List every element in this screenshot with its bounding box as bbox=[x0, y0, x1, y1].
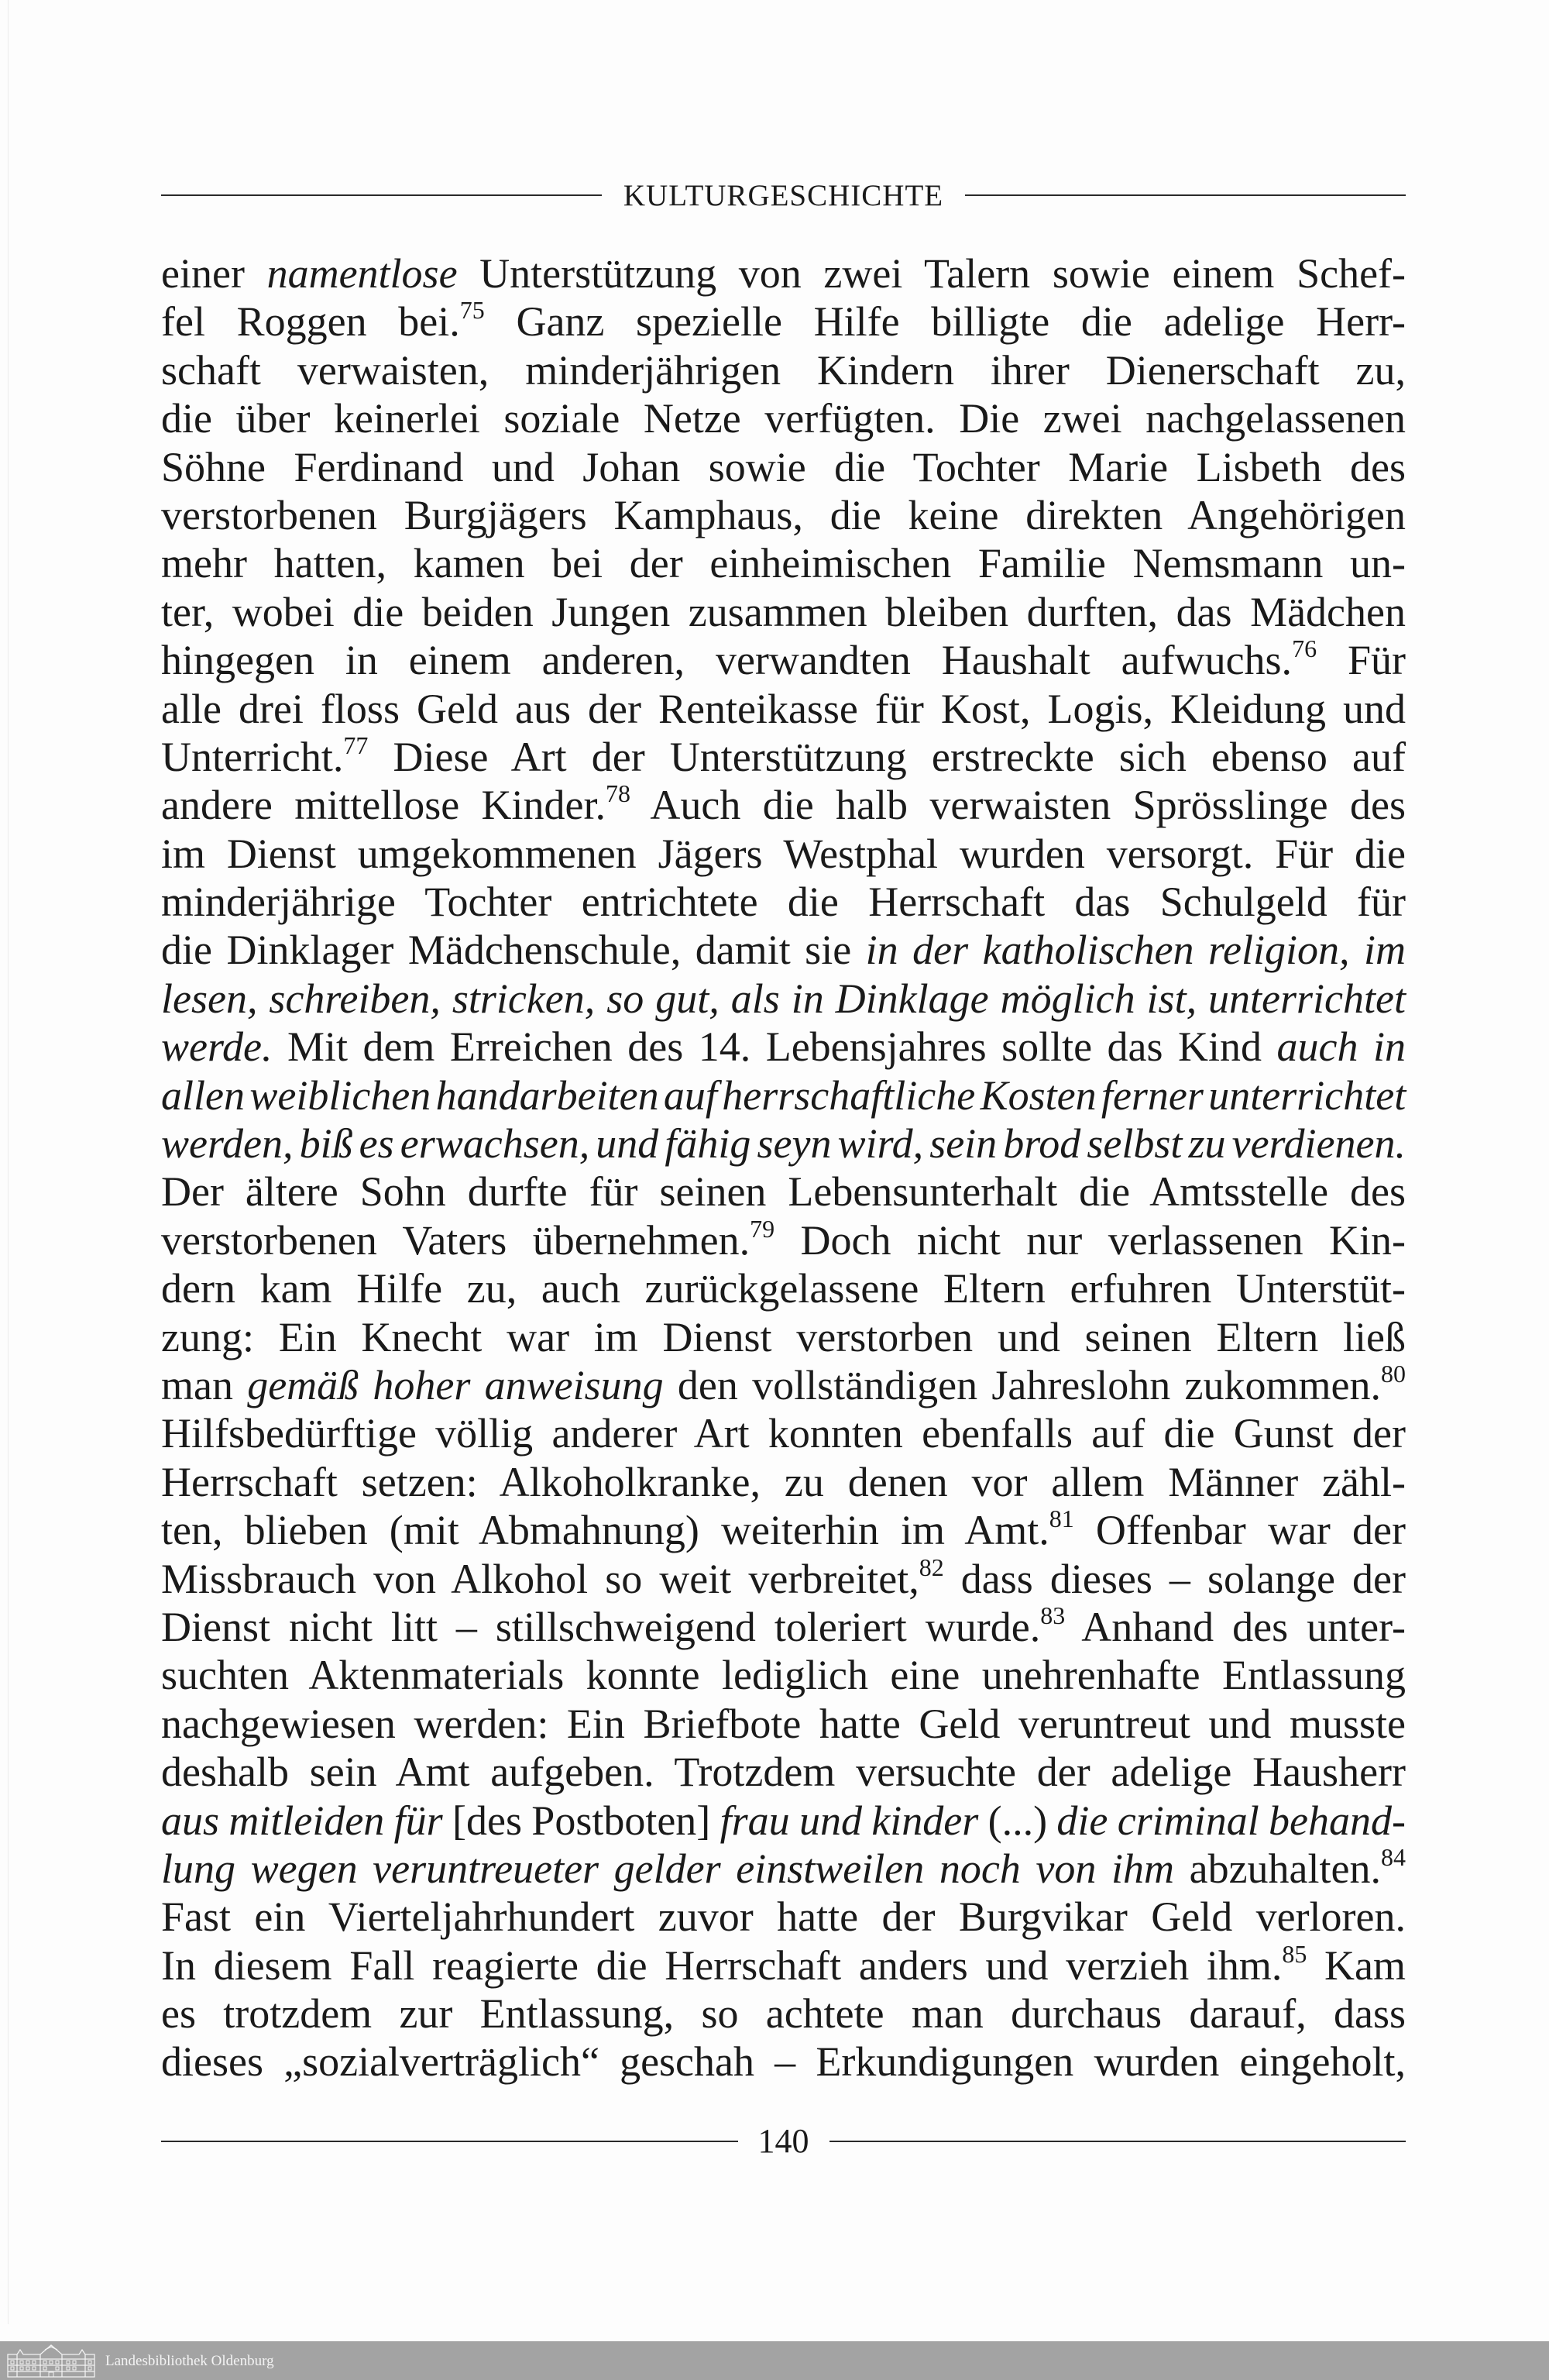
text-line bbox=[161, 636, 1406, 684]
text-run: (...) bbox=[978, 1797, 1057, 1844]
text-line bbox=[161, 346, 1406, 394]
footnote-ref: 85 bbox=[1282, 1939, 1307, 1968]
text-line bbox=[161, 1506, 1406, 1554]
text-run: Dienst nicht litt – stillschweigend toleriert wurde. bbox=[161, 1603, 1041, 1650]
text-line bbox=[161, 1941, 1406, 1990]
italic-quote: lesen, schreiben, stricken, so gut, als in Dinklage möglich ist, unterrichtet bbox=[161, 975, 1406, 1022]
library-name: Landesbibliothek Oldenburg bbox=[105, 2352, 274, 2369]
text-run: zung: Ein Knecht war im Dienst verstorben und seinen Eltern ließ bbox=[161, 1313, 1406, 1360]
text-run: Unterricht. bbox=[161, 733, 344, 780]
text-run: die Dinklager Mädchenschule, damit sie bbox=[161, 927, 866, 974]
text-line bbox=[161, 1071, 1406, 1119]
text-run: Doch nicht nur verlassenen Kin- bbox=[774, 1216, 1406, 1264]
text-run: alle drei floss Geld aus der Renteikasse für Kost, Logis, Kleidung und bbox=[161, 685, 1406, 732]
text-line bbox=[161, 1555, 1406, 1603]
text-run: mehr hatten, kamen bei der einheimischen Familie Nemsmann un- bbox=[161, 540, 1406, 587]
text-run: Für bbox=[1317, 637, 1406, 684]
italic-quote: frau und kinder bbox=[720, 1797, 979, 1844]
page-number: 140 bbox=[757, 2122, 809, 2160]
text-run: hingegen in einem anderen, verwandten Haushalt aufwuchs. bbox=[161, 637, 1293, 684]
text-run: [des Postboten] bbox=[442, 1797, 720, 1844]
library-building-icon bbox=[6, 2344, 96, 2378]
text-run: Unterstützung von zwei Talern sowie einem Schef- bbox=[457, 250, 1406, 297]
text-line bbox=[161, 878, 1406, 926]
text-line bbox=[161, 1216, 1406, 1264]
text-run: minderjährige Tochter entrichtete die Herrschaft das Schulgeld für bbox=[161, 879, 1406, 926]
text-run: Offenbar war der bbox=[1073, 1507, 1406, 1554]
footnote-ref: 76 bbox=[1292, 635, 1317, 663]
text-line bbox=[161, 926, 1406, 974]
text-run: Herrschaft setzen: Alkoholkranke, zu denen vor allem Männer zähl- bbox=[161, 1458, 1406, 1505]
text-run: deshalb sein Amt aufgeben. Trotzdem versuchte der adelige Hausherr bbox=[161, 1749, 1406, 1796]
text-line bbox=[161, 539, 1406, 587]
text-run: Kam bbox=[1307, 1941, 1406, 1989]
text-run: verstorbenen Burgjägers Kamphaus, die keine direkten Angehörigen bbox=[161, 491, 1406, 538]
header-rule-right bbox=[965, 194, 1406, 196]
text-line bbox=[161, 830, 1406, 878]
footnote-ref: 79 bbox=[750, 1214, 775, 1243]
footnote-ref: 75 bbox=[459, 296, 485, 325]
text-run: ten, blieben (mit Abmahnung) weiterhin im Amt. bbox=[161, 1507, 1049, 1554]
italic-quote: allen weiblichen handarbeiten auf herrschaftliche Kosten ferner unterrichtet bbox=[161, 1071, 1406, 1119]
text-line bbox=[161, 588, 1406, 636]
text-line bbox=[161, 491, 1406, 539]
text-run: schaft verwaisten, minderjährigen Kindern ihrer Dienerschaft zu, bbox=[161, 346, 1406, 394]
text-line bbox=[161, 394, 1406, 442]
text-run: den vollständigen Jahreslohn zukommen. bbox=[663, 1361, 1381, 1408]
running-head bbox=[161, 172, 1406, 218]
text-line bbox=[161, 1603, 1406, 1651]
text-line bbox=[161, 298, 1406, 346]
footnote-ref: 78 bbox=[606, 779, 631, 808]
text-line bbox=[161, 2038, 1406, 2086]
text-line bbox=[161, 1409, 1406, 1457]
text-line bbox=[161, 1119, 1406, 1168]
text-run: Missbrauch von Alkohol so weit verbreitet, bbox=[161, 1555, 919, 1602]
italic-quote: auch in bbox=[1276, 1023, 1406, 1071]
text-run: andere mittellose Kinder. bbox=[161, 782, 606, 829]
footnote-ref: 84 bbox=[1380, 1842, 1406, 1871]
footnote-ref: 81 bbox=[1049, 1505, 1074, 1533]
text-run: Mit dem Erreichen des 14. Lebensjahres sollte das Kind bbox=[272, 1023, 1277, 1071]
italic-quote: aus mitleiden für bbox=[161, 1797, 443, 1844]
text-line bbox=[161, 1797, 1406, 1845]
text-run: es trotzdem zur Entlassung, so achtete man durchaus darauf, dass bbox=[161, 1990, 1406, 2038]
footnote-ref: 82 bbox=[919, 1553, 944, 1581]
italic-quote: namentlose bbox=[266, 250, 458, 297]
text-line bbox=[161, 975, 1406, 1023]
italic-quote: werde. bbox=[161, 1023, 273, 1071]
header-rule-left bbox=[161, 194, 602, 196]
text-line bbox=[161, 443, 1406, 491]
text-line bbox=[161, 249, 1406, 298]
text-run: suchten Aktenmaterials konnte lediglich eine unehrenhafte Entlassung bbox=[161, 1652, 1406, 1699]
italic-quote: die criminal behand- bbox=[1056, 1797, 1406, 1844]
text-line bbox=[161, 781, 1406, 829]
italic-quote: werden, biß es erwachsen, und fähig seyn wird, sein brod selbst zu verdienen. bbox=[161, 1120, 1406, 1168]
text-line bbox=[161, 1990, 1406, 2038]
text-run: Söhne Ferdinand und Johan sowie die Tochter Marie Lisbeth des bbox=[161, 443, 1406, 490]
text-line bbox=[161, 1264, 1406, 1312]
text-line bbox=[161, 685, 1406, 733]
text-line bbox=[161, 1458, 1406, 1506]
folio-rule-right bbox=[829, 2141, 1406, 2142]
text-run: einer bbox=[161, 250, 267, 297]
text-run: dass dieses – solange der bbox=[943, 1555, 1406, 1602]
text-line bbox=[161, 1651, 1406, 1699]
text-run: ter, wobei die beiden Jungen zusammen bleiben durften, das Mädchen bbox=[161, 588, 1406, 635]
library-footer-bar bbox=[0, 2341, 1549, 2380]
text-run: Fast ein Vierteljahrhundert zuvor hatte der Burgvikar Geld verloren. bbox=[161, 1893, 1406, 1941]
text-line bbox=[161, 1700, 1406, 1748]
text-run: im Dienst umgekommenen Jägers Westphal wurden versorgt. Für die bbox=[161, 830, 1406, 877]
text-run: Hilfsbedürftige völlig anderer Art konnten ebenfalls auf die Gunst der bbox=[161, 1410, 1406, 1457]
text-line bbox=[161, 1361, 1406, 1409]
text-run: Anhand des unter- bbox=[1065, 1603, 1406, 1650]
text-line bbox=[161, 1893, 1406, 1941]
text-run: Ganz spezielle Hilfe billigte die adelige Herr- bbox=[484, 298, 1406, 346]
text-run: verstorbenen Vaters übernehmen. bbox=[161, 1216, 750, 1264]
italic-quote: lung wegen veruntreueter gelder einstweilen noch von ihm bbox=[161, 1845, 1174, 1892]
text-line bbox=[161, 1748, 1406, 1796]
text-line bbox=[161, 1842, 1406, 1893]
body-text bbox=[161, 249, 1406, 2086]
page-folio bbox=[161, 2118, 1406, 2165]
text-run: fel Roggen bei. bbox=[161, 298, 460, 346]
text-run: In diesem Fall reagierte die Herrschaft anders und verzieh ihm. bbox=[161, 1941, 1283, 1989]
text-line bbox=[161, 1313, 1406, 1361]
scan-edge bbox=[8, 0, 9, 2324]
text-run: Auch die halb verwaisten Sprösslinge des bbox=[630, 782, 1406, 829]
text-line bbox=[161, 1168, 1406, 1216]
italic-quote: in der katholischen religion, im bbox=[865, 927, 1406, 974]
text-run: nachgewiesen werden: Ein Briefbote hatte Geld veruntreut und musste bbox=[161, 1700, 1406, 1747]
text-run: die über keinerlei soziale Netze verfügten. Die zwei nachgelassenen bbox=[161, 395, 1406, 442]
italic-quote: gemäß hoher anweisung bbox=[247, 1361, 664, 1408]
text-run: man bbox=[161, 1361, 248, 1408]
text-run: Der ältere Sohn durfte für seinen Lebensunterhalt die Amtsstelle des bbox=[161, 1168, 1406, 1216]
text-run: dieses „sozialverträglich“ geschah – Erkundigungen wurden eingeholt, bbox=[161, 2038, 1406, 2086]
text-line bbox=[161, 1023, 1406, 1071]
footnote-ref: 77 bbox=[343, 731, 369, 759]
text-line bbox=[161, 733, 1406, 781]
running-head-title: KULTURGESCHICHTE bbox=[623, 178, 944, 212]
text-run: Diese Art der Unterstützung erstreckte sich ebenso auf bbox=[368, 733, 1406, 780]
footnote-ref: 83 bbox=[1040, 1601, 1066, 1629]
text-run: abzuhalten. bbox=[1173, 1845, 1381, 1892]
folio-rule-left bbox=[161, 2141, 738, 2142]
text-run: dern kam Hilfe zu, auch zurückgelassene Eltern erfuhren Unterstüt- bbox=[161, 1265, 1406, 1312]
footnote-ref: 80 bbox=[1380, 1359, 1406, 1388]
